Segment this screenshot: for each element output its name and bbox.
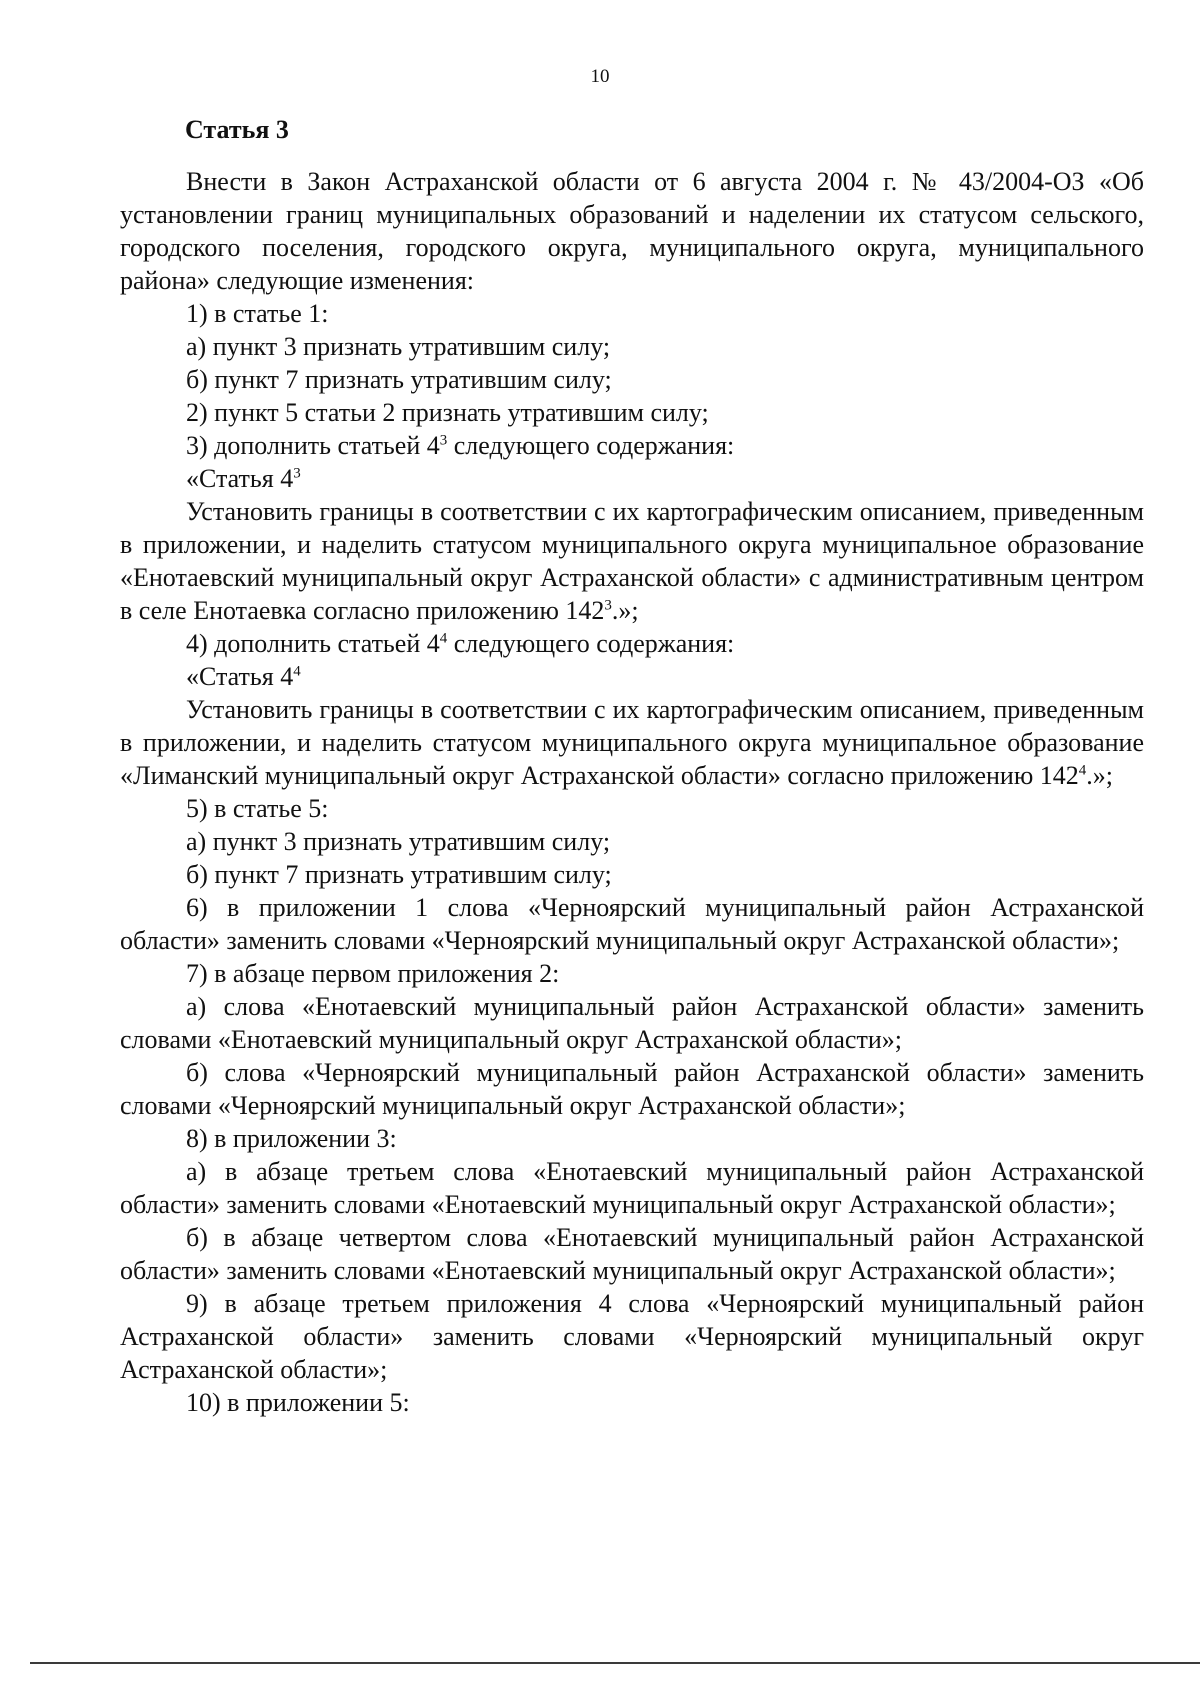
- list-item-10: 10) в приложении 5:: [186, 1388, 410, 1417]
- list-item-8a: а) в абзаце третьем слова «Енотаевский муниципальный район Астраханской области» заменить словами «Енотаевский муниципальный округ Астраханской области»;: [120, 1157, 1144, 1219]
- list-item-8: 8) в приложении 3:: [186, 1124, 397, 1153]
- list-item-8b: б) в абзаце четвертом слова «Енотаевский муниципальный район Астраханской области» заменить словами «Енотаевский муниципальный округ Астраханской области»;: [120, 1223, 1144, 1285]
- list-item-6: 6) в приложении 1 слова «Черноярский муниципальный район Астраханской области» заменить словами «Черноярский муниципальный округ Астраханской области»;: [120, 893, 1144, 955]
- list-item-1a: а) пункт 3 признать утратившим силу;: [186, 332, 611, 361]
- list-item-5a: а) пункт 3 признать утратившим силу;: [186, 827, 611, 856]
- list-item-5b: б) пункт 7 признать утратившим силу;: [186, 860, 612, 889]
- list-item-7b: б) слова «Черноярский муниципальный район Астраханской области» заменить словами «Черноярский муниципальный округ Астраханской области»;: [120, 1058, 1144, 1120]
- list-item-4: 4) дополнить статьей $4^4$ следующего содержания:: [186, 629, 735, 658]
- intro-paragraph: Внести в Закон Астраханской области от 6 августа 2004 г. № 43/2004-ОЗ «Об установлении границ муниципальных образований и наделении их статусом сельского, городского поселения, городского округа, муниципального округа, муниципального района» следующие изменения:: [120, 167, 1144, 295]
- bottom-divider: [30, 1662, 1200, 1664]
- document-body: [120, 165, 1144, 1419]
- article-4-3-text: Установить границы в соответствии с их картографическим описанием, приведенным в приложении, и наделить статусом муниципального округа муниципальное образование «Енотаевский муниципальный округ Астраханской области» с административным центром в селе Енотаевка согласно приложению $142^3$.»;: [120, 497, 1144, 625]
- article-4-4-title: «Статья $4^4$: [186, 662, 301, 691]
- article-4-4-text: Установить границы в соответствии с их картографическим описанием, приведенным в приложении, и наделить статусом муниципального округа муниципальное образование «Лиманский муниципальный округ Астраханской области» согласно приложению $142^4$.»;: [120, 695, 1144, 790]
- article-4-3-title: «Статья $4^3$: [186, 464, 301, 493]
- list-item-5: 5) в статье 5:: [186, 794, 329, 823]
- list-item-3: 3) дополнить статьей $4^3$ следующего содержания:: [186, 431, 735, 460]
- list-item-9: 9) в абзаце третьем приложения 4 слова «Черноярский муниципальный район Астраханской области» заменить словами «Черноярский муниципальный округ Астраханской области»;: [120, 1289, 1144, 1384]
- list-item-7a: а) слова «Енотаевский муниципальный район Астраханской области» заменить словами «Енотаевский муниципальный округ Астраханской области»;: [120, 992, 1144, 1054]
- list-item-7: 7) в абзаце первом приложения 2:: [186, 959, 560, 988]
- page-number: 10: [590, 66, 610, 87]
- list-item-1: 1) в статье 1:: [186, 299, 329, 328]
- article-heading: Статья 3: [185, 115, 289, 144]
- list-item-2: 2) пункт 5 статьи 2 признать утратившим силу;: [186, 398, 709, 427]
- list-item-1b: б) пункт 7 признать утратившим силу;: [186, 365, 612, 394]
